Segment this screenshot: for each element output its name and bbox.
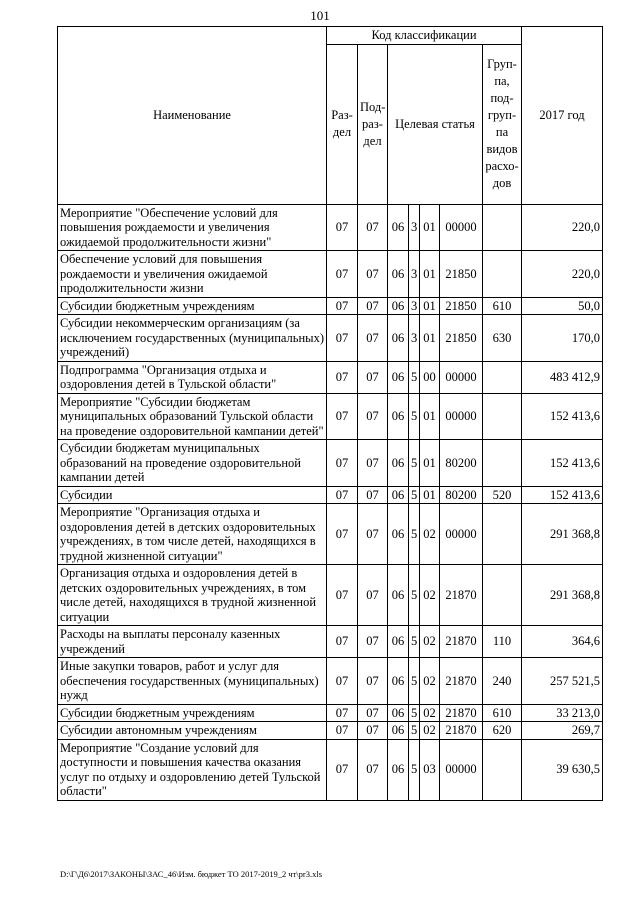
subsection-code: 07 [358, 393, 388, 440]
amount-2017: 291 368,8 [522, 565, 603, 626]
program-code: 06 [388, 658, 409, 705]
program-code: 06 [388, 626, 409, 658]
expense-type-code [483, 565, 522, 626]
direction-code: 21850 [440, 251, 483, 298]
subsection-code: 07 [358, 722, 388, 740]
section-code: 07 [327, 739, 358, 800]
direction-code: 00000 [440, 393, 483, 440]
expense-type-code: 610 [483, 297, 522, 315]
row-name: Субсидии автономным учреждениям [58, 722, 327, 740]
subprogram-code: 5 [409, 504, 420, 565]
budget-table [57, 26, 603, 801]
amount-2017: 170,0 [522, 315, 603, 362]
row-name: Обеспечение условий для повышения рождаемости и увеличения ожидаемой продолжительности жизни [58, 251, 327, 298]
amount-2017: 269,7 [522, 722, 603, 740]
expense-type-code [483, 440, 522, 487]
row-name: Организация отдыха и оздоровления детей в детских оздоровительных учреждениях, в том числе детей, находящихся в трудной жизненной ситуации [58, 565, 327, 626]
row-name: Субсидии [58, 486, 327, 504]
direction-code: 00000 [440, 504, 483, 565]
amount-2017: 33 213,0 [522, 704, 603, 722]
amount-2017: 152 413,6 [522, 486, 603, 504]
subsection-code: 07 [358, 504, 388, 565]
subprogram-code: 5 [409, 361, 420, 393]
expense-type-code: 240 [483, 658, 522, 705]
expense-group-header: Груп- па, под- груп- па видов расхо- дов [483, 44, 522, 204]
subsection-code: 07 [358, 204, 388, 251]
section-code: 07 [327, 315, 358, 362]
section-code: 07 [327, 204, 358, 251]
expense-type-code [483, 739, 522, 800]
row-name: Субсидии бюджетным учреждениям [58, 297, 327, 315]
subsection-code: 07 [358, 739, 388, 800]
table-header [58, 27, 603, 205]
program-code: 06 [388, 297, 409, 315]
table-row [58, 704, 603, 722]
event-code: 00 [420, 361, 440, 393]
amount-2017: 152 413,6 [522, 393, 603, 440]
subprogram-code: 5 [409, 486, 420, 504]
section-code: 07 [327, 565, 358, 626]
amount-2017: 39 630,5 [522, 739, 603, 800]
subprogram-code: 3 [409, 204, 420, 251]
name-column-header: Наименование [58, 27, 327, 205]
program-code: 06 [388, 565, 409, 626]
table-row [58, 722, 603, 740]
subprogram-code: 5 [409, 626, 420, 658]
program-code: 06 [388, 204, 409, 251]
subsection-code: 07 [358, 440, 388, 487]
row-name: Иные закупки товаров, работ и услуг для обеспечения государственных (муниципальных) нужд [58, 658, 327, 705]
table-row [58, 486, 603, 504]
amount-2017: 220,0 [522, 204, 603, 251]
subsection-code: 07 [358, 658, 388, 705]
page-number: 101 [310, 8, 330, 23]
row-name: Мероприятие "Субсидии бюджетам муниципальных образований Тульской области на проведение оздоровительной кампании детей" [58, 393, 327, 440]
direction-code: 21870 [440, 565, 483, 626]
expense-type-code [483, 204, 522, 251]
event-code: 02 [420, 565, 440, 626]
program-code: 06 [388, 393, 409, 440]
section-code: 07 [327, 722, 358, 740]
subsection-code: 07 [358, 297, 388, 315]
event-code: 03 [420, 739, 440, 800]
direction-code: 80200 [440, 486, 483, 504]
target-article-header: Целевая статья [388, 44, 483, 204]
table-row [58, 658, 603, 705]
subsection-code: 07 [358, 704, 388, 722]
row-name: Мероприятие "Организация отдыха и оздоровления детей в детских оздоровительных учреждениях, в том числе детей, находящихся в трудной жизненной ситуации" [58, 504, 327, 565]
event-code: 01 [420, 297, 440, 315]
direction-code: 00000 [440, 204, 483, 251]
direction-code: 21870 [440, 722, 483, 740]
table-row [58, 393, 603, 440]
subprogram-code: 5 [409, 440, 420, 487]
section-code: 07 [327, 626, 358, 658]
subprogram-code: 3 [409, 315, 420, 362]
section-code: 07 [327, 440, 358, 487]
section-code: 07 [327, 658, 358, 705]
subprogram-code: 5 [409, 658, 420, 705]
section-code: 07 [327, 361, 358, 393]
section-code: 07 [327, 486, 358, 504]
section-code: 07 [327, 393, 358, 440]
expense-type-code: 520 [483, 486, 522, 504]
expense-type-code [483, 361, 522, 393]
program-code: 06 [388, 251, 409, 298]
direction-code: 21850 [440, 315, 483, 362]
expense-type-code: 110 [483, 626, 522, 658]
amount-2017: 364,6 [522, 626, 603, 658]
direction-code: 21870 [440, 658, 483, 705]
table-row [58, 626, 603, 658]
program-code: 06 [388, 440, 409, 487]
table-row [58, 315, 603, 362]
subprogram-code: 3 [409, 297, 420, 315]
subsection-code: 07 [358, 565, 388, 626]
file-path-footer: D:\Г\Д6\2017\ЗАКОНЫ\ЗАС_46\Изм. бюджет ТО 2017-2019_2 чт\pr3.xls [60, 869, 323, 879]
expense-type-code: 610 [483, 704, 522, 722]
amount-2017: 291 368,8 [522, 504, 603, 565]
event-code: 01 [420, 486, 440, 504]
event-code: 01 [420, 251, 440, 298]
event-code: 02 [420, 504, 440, 565]
year-column-header: 2017 год [522, 27, 603, 205]
table-row [58, 251, 603, 298]
event-code: 01 [420, 204, 440, 251]
table-row [58, 361, 603, 393]
table-row [58, 440, 603, 487]
expense-type-code: 630 [483, 315, 522, 362]
event-code: 01 [420, 393, 440, 440]
table-body [58, 204, 603, 800]
subsection-code: 07 [358, 315, 388, 362]
direction-code: 21870 [440, 626, 483, 658]
section-code: 07 [327, 704, 358, 722]
event-code: 02 [420, 658, 440, 705]
program-code: 06 [388, 361, 409, 393]
row-name: Субсидии бюджетным учреждениям [58, 704, 327, 722]
subsection-code: 07 [358, 626, 388, 658]
classification-header: Код классификации [327, 27, 522, 45]
section-code: 07 [327, 504, 358, 565]
expense-type-code: 620 [483, 722, 522, 740]
subprogram-code: 5 [409, 739, 420, 800]
expense-type-code [483, 393, 522, 440]
row-name: Мероприятие "Создание условий для доступности и повышения качества оказания услуг по отдыху и оздоровлению детей Тульской области" [58, 739, 327, 800]
amount-2017: 50,0 [522, 297, 603, 315]
table-row [58, 565, 603, 626]
program-code: 06 [388, 739, 409, 800]
direction-code: 21850 [440, 297, 483, 315]
direction-code: 80200 [440, 440, 483, 487]
subsection-code: 07 [358, 251, 388, 298]
expense-type-code [483, 251, 522, 298]
expense-type-code [483, 504, 522, 565]
program-code: 06 [388, 722, 409, 740]
amount-2017: 257 521,5 [522, 658, 603, 705]
subsection-header: Под- раз- дел [358, 44, 388, 204]
event-code: 02 [420, 704, 440, 722]
event-code: 02 [420, 722, 440, 740]
program-code: 06 [388, 315, 409, 362]
table-row [58, 739, 603, 800]
program-code: 06 [388, 486, 409, 504]
program-code: 06 [388, 504, 409, 565]
subprogram-code: 3 [409, 251, 420, 298]
section-header: Раз- дел [327, 44, 358, 204]
row-name: Субсидии некоммерческим организациям (за исключением государственных (муниципальных) учреждений) [58, 315, 327, 362]
event-code: 01 [420, 315, 440, 362]
subprogram-code: 5 [409, 704, 420, 722]
direction-code: 21870 [440, 704, 483, 722]
table-row [58, 204, 603, 251]
event-code: 01 [420, 440, 440, 487]
row-name: Подпрограмма "Организация отдыха и оздоровления детей в Тульской области" [58, 361, 327, 393]
direction-code: 00000 [440, 739, 483, 800]
table-row [58, 297, 603, 315]
amount-2017: 152 413,6 [522, 440, 603, 487]
section-code: 07 [327, 297, 358, 315]
amount-2017: 220,0 [522, 251, 603, 298]
section-code: 07 [327, 251, 358, 298]
subsection-code: 07 [358, 486, 388, 504]
subsection-code: 07 [358, 361, 388, 393]
direction-code: 00000 [440, 361, 483, 393]
subprogram-code: 5 [409, 565, 420, 626]
subprogram-code: 5 [409, 722, 420, 740]
event-code: 02 [420, 626, 440, 658]
row-name: Расходы на выплаты персоналу казенных учреждений [58, 626, 327, 658]
table-row [58, 504, 603, 565]
row-name: Мероприятие "Обеспечение условий для повышения рождаемости и увеличения ожидаемой продолжительности жизни" [58, 204, 327, 251]
subprogram-code: 5 [409, 393, 420, 440]
program-code: 06 [388, 704, 409, 722]
amount-2017: 483 412,9 [522, 361, 603, 393]
row-name: Субсидии бюджетам муниципальных образований на проведение оздоровительной кампании детей [58, 440, 327, 487]
